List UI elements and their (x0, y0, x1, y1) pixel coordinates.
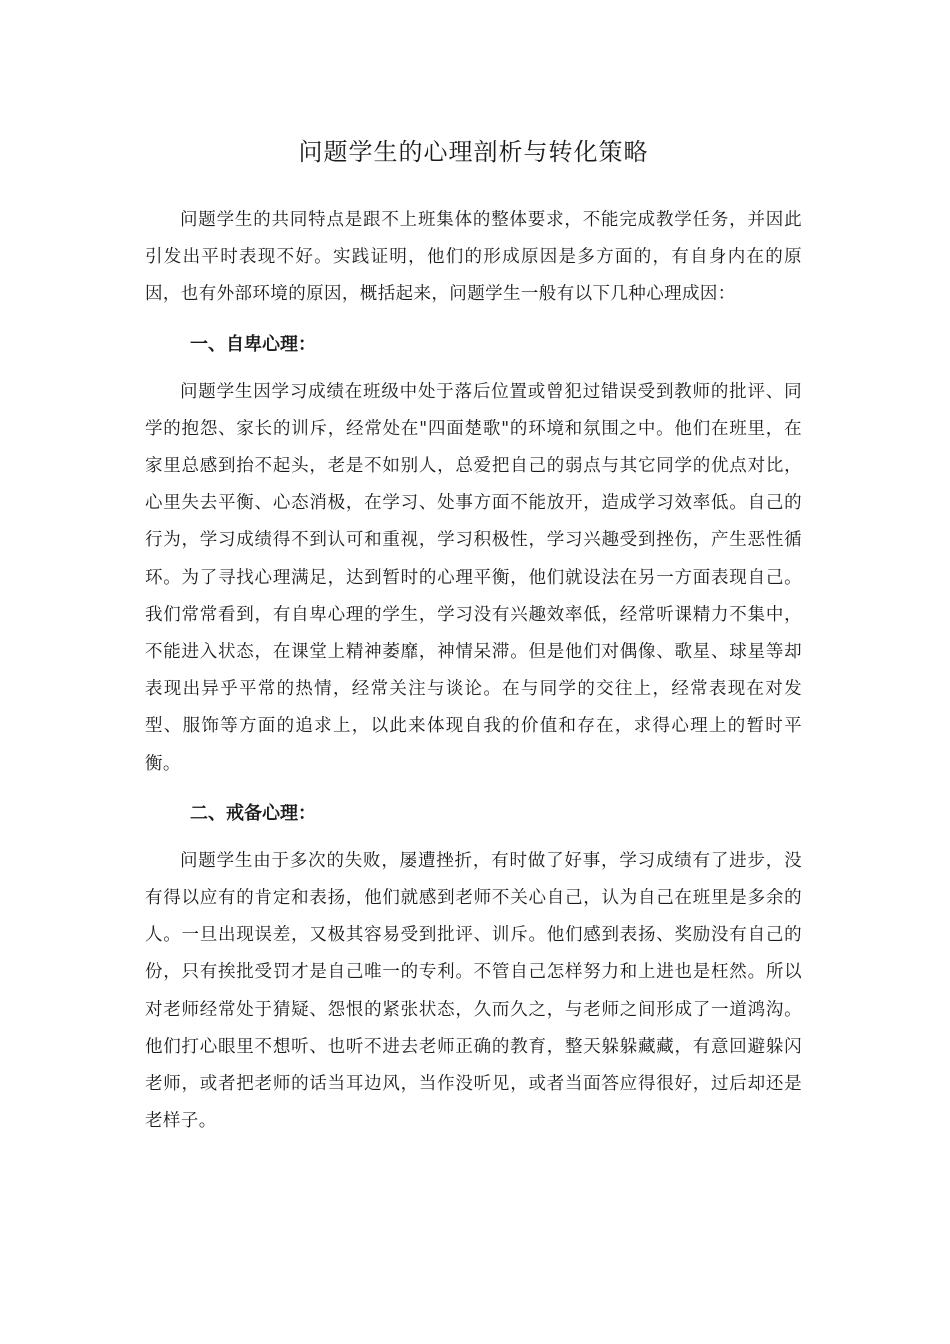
document-title: 问题学生的心理剖析与转化策略 (298, 138, 649, 166)
section-heading-inferiority: 一、自卑心理： (190, 333, 316, 355)
intro-paragraph: 问题学生的共同特点是跟不上班集体的整体要求，不能完成教学任务，并因此引发出平时表现不好。实践证明，他们的形成原因是多方面的，有自身内在的原因，也有外部环境的原因，概括起来，问题学生一般有以下几种心理成因： (145, 210, 802, 305)
section-body-inferiority: 问题学生因学习成绩在班级中处于落后位置或曾犯过错误受到教师的批评、同学的抱怨、家长的训斥，经常处在"四面楚歌"的环境和氛围之中。他们在班里，在家里总感到抬不起头，老是不如别人，总爱把自己的弱点与其它同学的优点对比，心里失去平衡、心态消极，在学习、处事方面不能放开，造成学习效率低。自己的行为，学习成绩得不到认可和重视，学习积极性，学习兴趣受到挫伤，产生恶性循环。为了寻找心理满足，达到暂时的心理平衡，他们就设法在另一方面表现自己。我们常常看到，有自卑心理的学生，学习没有兴趣效率低，经常听课精力不集中，不能进入状态，在课堂上精神萎靡，神情呆滞。但是他们对偶像、歌星、球星等却表现出异乎平常的热情，经常关注与谈论。在与同学的交往上，经常表现在对发型、服饰等方面的追求上，以此来体现自我的价值和存在，求得心理上的暂时平衡。 (145, 381, 802, 774)
section-body-defensiveness: 问题学生由于多次的失败，屡遭挫折，有时做了好事，学习成绩有了进步，没有得以应有的肯定和表扬，他们就感到老师不关心自己，认为自己在班里是多余的人。一旦出现误差，又极其容易受到批评、训斥。他们感到表扬、奖励没有自己的份，只有挨批受罚才是自己唯一的专利。不管自己怎样努力和上进也是枉然。所以对老师经常处于猜疑、怨恨的紧张状态，久而久之，与老师之间形成了一道鸿沟。他们打心眼里不想听、也听不进去老师正确的教育，整天躲躲藏藏，有意回避躲闪老师，或者把老师的话当耳边风，当作没听见，或者当面答应得很好，过后却还是老样子。 (145, 850, 802, 1132)
section-heading-defensiveness: 二、戒备心理： (190, 802, 316, 824)
